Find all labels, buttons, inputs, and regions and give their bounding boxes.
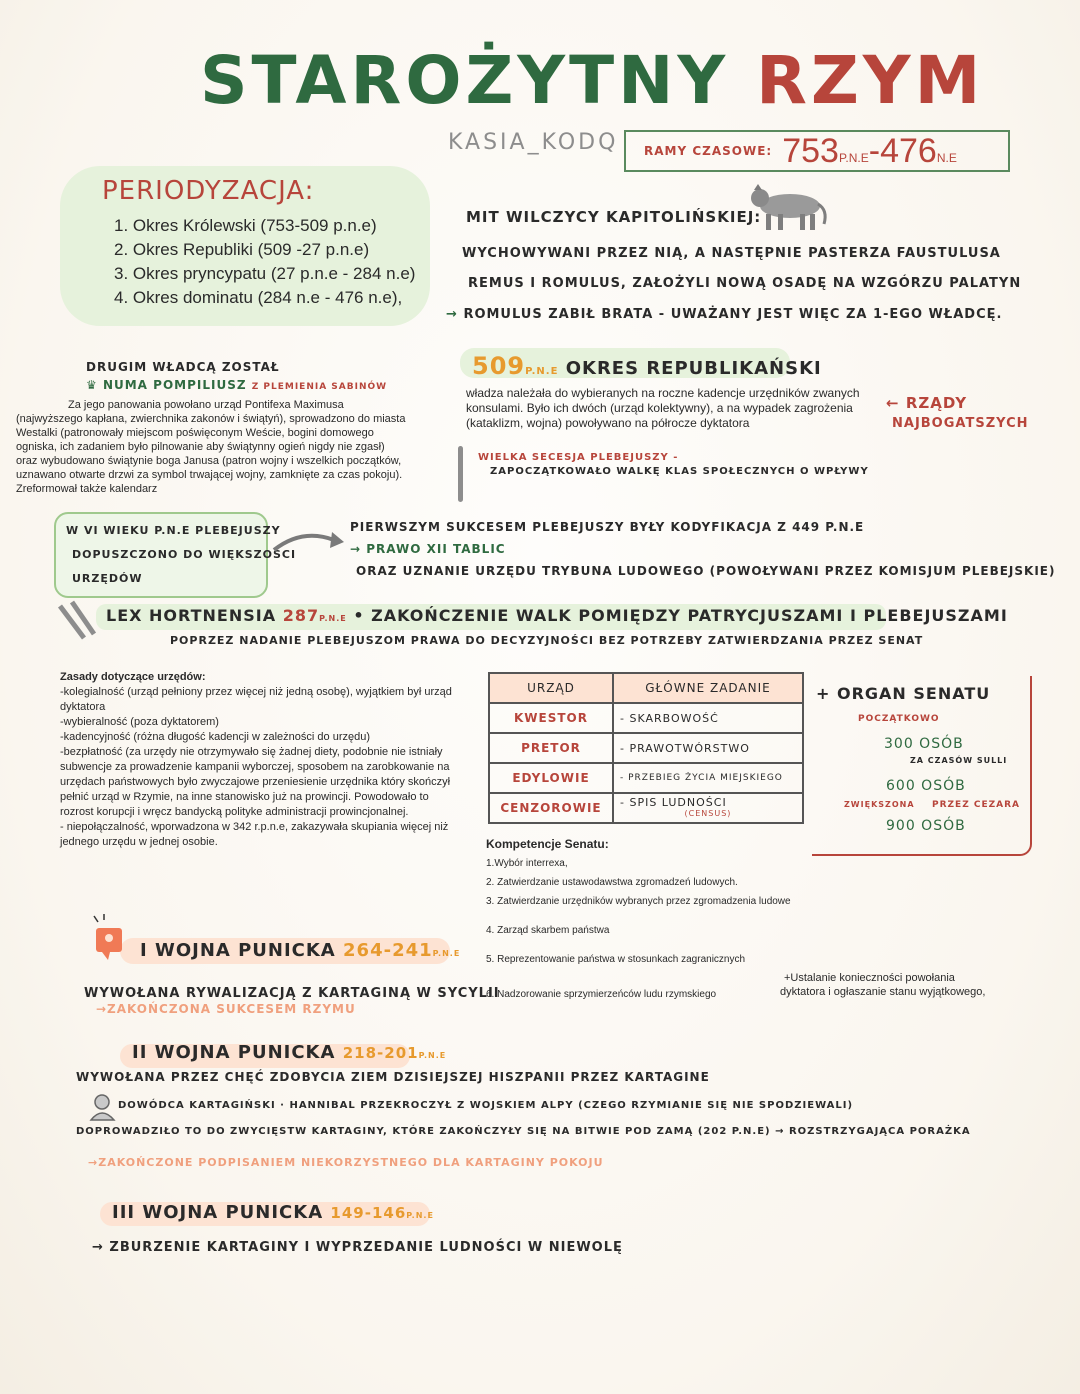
time-frame-label: RAMY CZASOWE: [644, 144, 773, 158]
table-header-row [489, 673, 803, 703]
war2-years-suffix: P.N.E [418, 1051, 447, 1060]
time-frame-end-suffix: N.E [936, 150, 957, 165]
war1-years-suffix: P.N.E [432, 949, 461, 958]
plebs-success-line-2: → PRAWO XII TABLIC [350, 542, 506, 556]
author-signature: KASIA_KODQ [448, 130, 619, 155]
person-icon [90, 1094, 116, 1120]
time-frame-start-suffix: P.N.E [838, 150, 869, 165]
war2-years: 218-201 [342, 1044, 419, 1062]
second-ruler-intro: DRUGIM WŁADCĄ ZOSTAŁ [86, 360, 280, 374]
arrow-icon: → [446, 307, 458, 322]
lex-name: LEX HORTNENSIA [106, 606, 277, 625]
lex-year-suffix: P.N.E [319, 614, 347, 623]
competence-extra-2: dyktatora i ogłaszanie stanu wyjątkowego, [780, 986, 986, 998]
office-table [488, 672, 804, 824]
rich-rule-line-2: NAJBOGATSZYCH [892, 416, 1029, 431]
rich-rule-note [886, 394, 967, 412]
competence-item: 6. Nadzorowanie sprzymierzeńców ludu rzymskiego [486, 989, 717, 1000]
republic-year [472, 352, 558, 380]
table-header-cell: GŁÓWNE ZADANIE [613, 673, 803, 703]
war3-line-1: → ZBURZENIE KARTAGINY I WYPRZEDANIE LUDNOŚCI W NIEWOLĘ [92, 1240, 623, 1255]
competence-item: 3. Zatwierdzanie urzędników wybranych przez zgromadzenia ludowe [486, 896, 791, 907]
plebs-line-1: W VI WIEKU P.N.E PLEBEJUSZY [66, 524, 281, 537]
war2-line-4: →ZAKOŃCZONE PODPISANIEM NIEKORZYSTNEGO DLA KARTAGINY POKOJU [88, 1156, 604, 1169]
alert-icon [92, 920, 126, 960]
table-row [489, 703, 803, 733]
plebs-line-3: URZĘDÓW [72, 572, 143, 585]
office-rules [60, 670, 464, 850]
periodization-list [114, 214, 415, 310]
time-frame-end: 476 [880, 131, 937, 170]
war1-line-1: WYWOŁANA RYWALIZACJĄ Z KARTAGINĄ W SYCYLII [84, 986, 500, 1001]
war2-line-3: DOPROWADZIŁO TO DO ZWYCIĘSTW KARTAGINY, KTÓRE ZAKOŃCZYŁY SIĘ NA BITWIE POD ZAMĄ (202 P.N.E) → ROZSTRZYGAJĄCA PORAŻKA [76, 1126, 971, 1137]
table-cell: - PRAWOTWÓRSTWO [613, 733, 803, 763]
double-slash-icon [56, 600, 96, 640]
senate-title: + ORGAN SENATU [816, 684, 991, 703]
republic-year-suffix: P.N.E [525, 366, 559, 377]
table-row [489, 763, 803, 793]
war1-title-text: I WOJNA PUNICKA [140, 940, 336, 961]
war1-line-2: →ZAKOŃCZONA SUKCESEM RZYMU [96, 1002, 356, 1016]
time-frame-box [624, 130, 1010, 172]
periodization-title: PERIODYZACJA: [102, 176, 315, 206]
table-cell: KWESTOR [489, 703, 613, 733]
plebs-success-line-1: PIERWSZYM SUKCESEM PLEBEJUSZY BYŁY KODYFIKACJA Z 449 P.N.E [350, 520, 865, 534]
myth-line-3-text: ROMULUS ZABIŁ BRATA - UWAŻANY JEST WIĘC ZA 1-EGO WŁADCĘ. [463, 307, 1003, 322]
myth-line-1: WYCHOWYWANI PRZEZ NIĄ, A NASTĘPNIE PASTERZA FAUSTULUSA [462, 246, 1001, 261]
curved-arrow-icon [272, 528, 344, 554]
table-cell: CENZOROWIE [489, 793, 613, 823]
period-item: 2. Okres Republiki (509 -27 p.n.e) [114, 240, 370, 259]
secession-line-2: ZAPOCZĄTKOWAŁO WALKĘ KLAS SPOŁECZNYCH O WPŁYWY [490, 466, 869, 477]
office-rule: -kadencyjność (różna długość kadencji w zależności do urzędu) [60, 731, 370, 743]
table-row [489, 793, 803, 823]
table-cell: - PRZEBIEG ŻYCIA MIEJSKIEGO [613, 763, 803, 793]
republic-title [472, 352, 822, 380]
plebs-line-2: DOPUSZCZONO DO WIĘKSZOŚCI [72, 548, 297, 561]
second-ruler-origin: Z PLEMIENIA SABINÓW [251, 382, 388, 392]
war1-years: 264-241 [343, 940, 433, 961]
senate-300: 300 OSÓB [884, 736, 964, 752]
rich-rule-line-1: RZĄDY [905, 394, 968, 412]
arrow-left-icon: ← [886, 394, 900, 412]
table-header-cell: URZĄD [489, 673, 613, 703]
period-item: 3. Okres pryncypatu (27 p.n.e - 284 n.e) [114, 264, 416, 283]
plebs-success-line-3: ORAZ UZNANIE URZĘDU TRYBUNA LUDOWEGO (POWOŁYWANI PRZEZ KOMISJUM PLEBEJSKIE) [356, 564, 1056, 578]
office-rules-title: Zasady dotyczące urzędów: [60, 671, 206, 683]
time-frame-value [782, 132, 957, 171]
senate-start: POCZĄTKOWO [858, 714, 940, 724]
war2-line-1: WYWOŁANA PRZEZ CHĘĆ ZDOBYCIA ZIEM DZISIEJSZEJ HISZPANII PRZEZ KARTAGINE [76, 1070, 710, 1084]
lex-description: • ZAKOŃCZENIE WALK POMIĘDZY PATRYCJUSZAMI I PLEBEJUSZAMI [353, 606, 1008, 625]
senate-900: 900 OSÓB [886, 818, 966, 834]
war2-line-2: DOWÓDCA KARTAGIŃSKI · HANNIBAL PRZEKROCZYŁ Z WOJSKIEM ALPY (CZEGO RZYMIANIE SIĘ NIE SPODZIEWALI) [118, 1100, 854, 1111]
senate-caesar-a: ZWIĘKSZONA [844, 800, 915, 809]
war2-title-text: II WOJNA PUNICKA [132, 1042, 336, 1063]
page-title [200, 42, 984, 119]
office-rule: -bezpłatność (za urzędy nie otrzymywało się żadnej diety, podobnie nie istniały subwencje za prowadzenie kampanii wyborczej, sposobem na zarobkowanie na urzędach państwowych było zwyczajowe przeniesienie urzędnika który skończył pełnić urząd w Rzymie, na inne stanowisko już na prowincji. Powodowało to rozrost korupcji i wręcz bandycką polityke administracji prowincjonalnej. [60, 746, 451, 818]
war2-title [132, 1042, 446, 1063]
war1-title [140, 940, 460, 961]
second-ruler-name-line [86, 378, 387, 392]
competence-item: 5. Reprezentowanie państwa w stosunkach zagranicznych [486, 954, 746, 965]
period-item: 1. Okres Królewski (753-509 p.n.e) [114, 216, 377, 235]
period-item: 4. Okres dominatu (284 n.e - 476 n.e), [114, 288, 403, 307]
title-part-1: STAROŻYTNY [200, 42, 730, 119]
war3-title [112, 1202, 434, 1223]
senate-caesar-b: PRZEZ CEZARA [932, 800, 1020, 810]
second-ruler-description: Za jego panowania powołano urząd Pontifexa Maximusa (najwyższego kapłana, zwierchnika zakonów i świątyń), sprowadzono do miasta Westalki (patronowały miejscom poświęconym Weście, bogini domowego ogniska, ich zadaniem było pilnowanie aby świątynny ogień nigdy nie zgasł) oraz wybudowano świątynie boga Janusa (patron wojny i wszelkich początków, uznawano otwarte drzwi za symbol trwającej wojny, zamknięte za czas pokoju). Zreformował także kalendarz [16, 399, 406, 495]
competence-extra-1: +Ustalanie konieczności powołania [784, 972, 955, 984]
republic-year-value: 509 [472, 352, 526, 380]
competence-item: 1.Wybór interrexa, [486, 858, 568, 869]
lex-year: 287 [282, 606, 320, 625]
title-part-2: RZYM [756, 42, 985, 119]
crown-icon: ♛ [86, 378, 98, 392]
republic-title-text: OKRES REPUBLIKAŃSKI [565, 358, 822, 379]
office-rule: -kolegialność (urząd pełniony przez więcej niż jedną osobę), wyjątkiem był urząd dyktatora [60, 686, 452, 713]
senate-600: 600 OSÓB [886, 778, 966, 794]
secession-line-1: WIELKA SECESJA PLEBEJUSZY - [478, 452, 679, 463]
competences-title: Kompetencje Senatu: [486, 837, 609, 851]
table-row [489, 733, 803, 763]
myth-title: MIT WILCZYCY KAPITOLIŃSKIEJ: [466, 208, 762, 226]
table-cell: EDYLOWIE [489, 763, 613, 793]
war3-years-suffix: P.N.E [406, 1211, 434, 1220]
competence-item: 2. Zatwierdzanie ustawodawstwa zgromadzeń ludowych. [486, 877, 738, 888]
lex-title-line [106, 606, 1008, 625]
myth-line-3 [446, 307, 1002, 322]
time-frame-dash: - [868, 131, 881, 170]
myth-line-2: REMUS I ROMULUS, ZAŁOŻYLI NOWĄ OSADĘ NA WZGÓRZU PALATYN [468, 276, 1022, 291]
table-cell: - SKARBOWOŚĆ [613, 703, 803, 733]
senate-competences [486, 838, 826, 1001]
time-frame-start: 753 [782, 131, 839, 170]
census-note: (CENSUS) [684, 809, 732, 818]
office-rule: - niepołączalność, wporwadzona w 342 r.p.n.e, zakazywała skupiania więcej niż jednego urzędu w jednej osobie. [60, 821, 449, 848]
table-cell-text: - SPIS LUDNOŚCI [620, 796, 727, 809]
war3-years: 149-146 [330, 1204, 407, 1222]
republic-description: władza należała do wybieranych na roczne kadencje urzędników zwanych konsulami. Było ich dwóch (urząd kolektywny), a na wypadek zagrożenia (kataklizm, wojna) powoływano na półrocze dyktatora [466, 386, 860, 430]
she-wolf-icon [744, 184, 830, 234]
lex-line-2: POPRZEZ NADANIE PLEBEJUSZOM PRAWA DO DECYZYJNOŚCI BEZ POTRZEBY ZATWIERDZANIA PRZEZ SENAT [170, 634, 924, 647]
second-ruler-name: NUMA POMPILIUSZ [102, 378, 247, 392]
war3-title-text: III WOJNA PUNICKA [112, 1202, 324, 1223]
office-rule: -wybieralność (poza dyktatorem) [60, 716, 219, 728]
table-cell: PRETOR [489, 733, 613, 763]
table-cell [613, 793, 803, 823]
competence-item: 4. Zarząd skarbem państwa [486, 925, 610, 936]
senate-sulla: ZA CZASÓW SULLI [910, 756, 1008, 765]
divider-bar [458, 446, 463, 502]
